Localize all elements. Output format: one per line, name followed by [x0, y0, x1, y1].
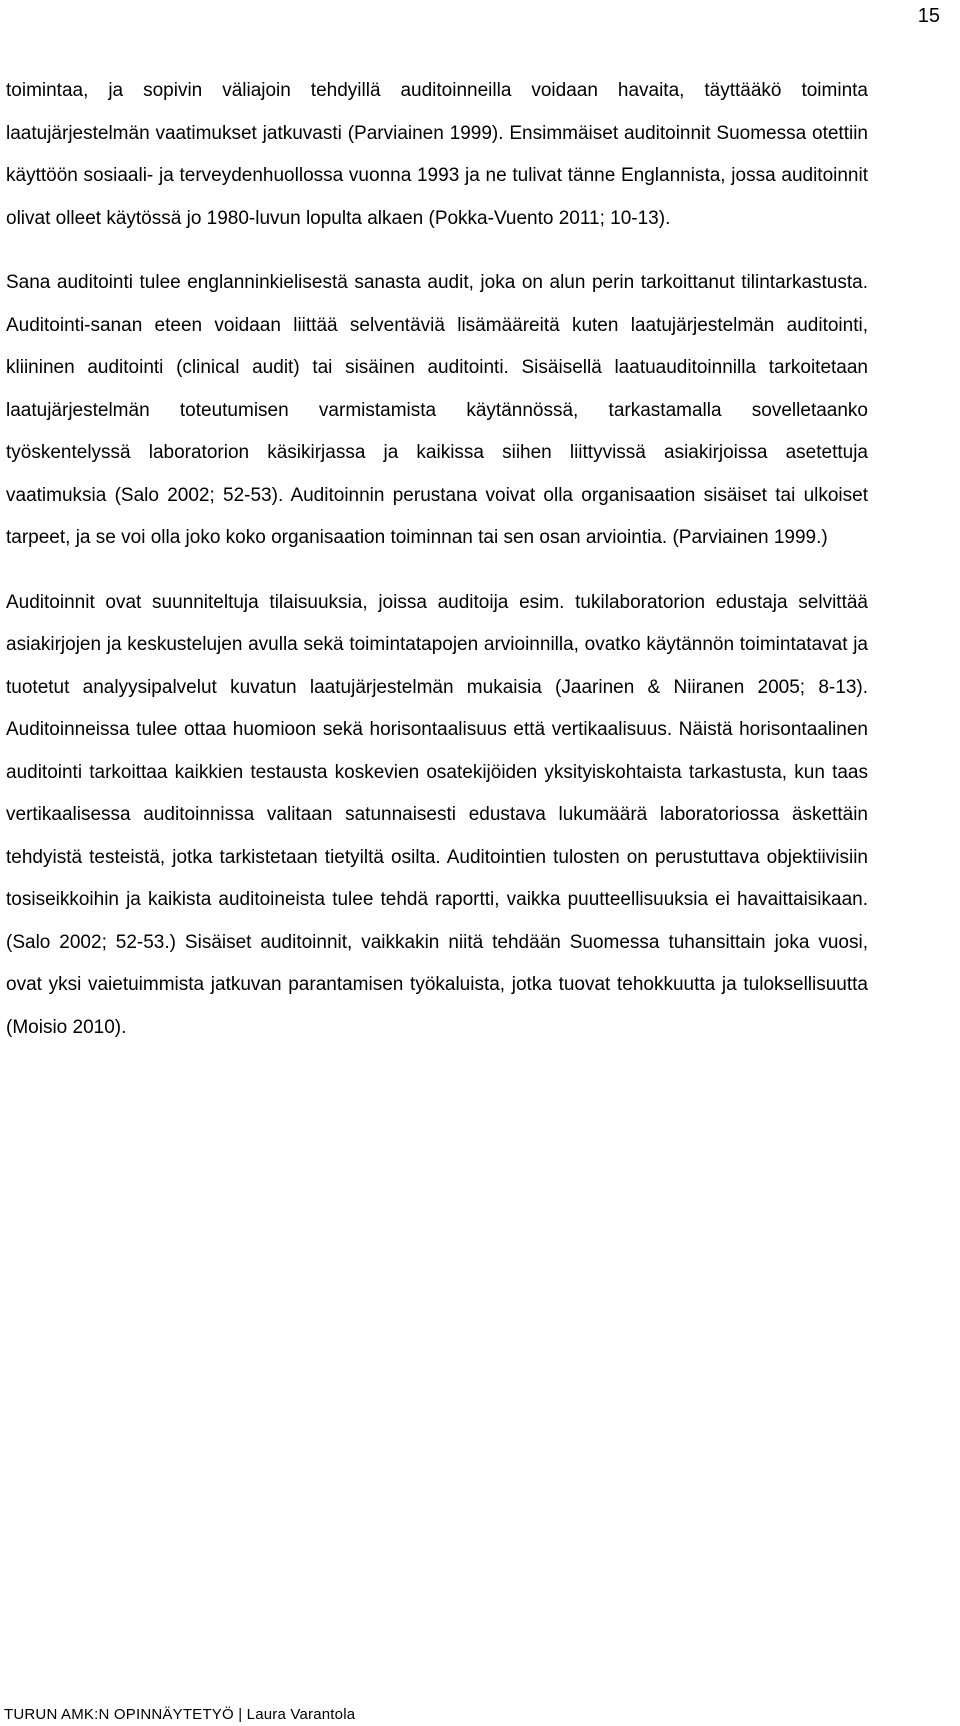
page-footer: TURUN AMK:N OPINNÄYTETYÖ | Laura Varantola	[4, 1706, 356, 1723]
body-text	[6, 70, 868, 1049]
paragraph-3: Auditoinnit ovat suunniteltuja tilaisuuksia, joissa auditoija esim. tukilaboratorion edustaja selvittää asiakirjojen ja keskustelujen avulla sekä toimintatapojen arvioinnilla, ovatko käytännön toimintatavat ja tuotetut analyysipalvelut kuvatun laatujärjestelmän mukaisia (Jaarinen & Niiranen 2005; 8-13). Auditoinneissa tulee ottaa huomioon sekä horisontaalisuus että vertikaalisuus. Näistä horisontaalinen auditointi tarkoittaa kaikkien testausta koskevien osatekijöiden yksityiskohtaista tarkastusta, kun taas vertikaalisessa auditoinnissa valitaan satunnaisesti edustava lukumäärä laboratoriossa äskettäin tehdyistä testeistä, jotka tarkistetaan tietyiltä osilta. Auditointien tulosten on perustuttava objektiivisiin tosiseikkoihin ja kaikista auditoineista tulee tehdä raportti, vaikka puutteellisuuksia ei havaittaisikaan. (Salo 2002; 52-53.) Sisäiset auditoinnit, vaikkakin niitä tehdään Suomessa tuhansittain joka vuosi, ovat yksi vaietuimmista jatkuvan parantamisen työkaluista, jotka tuovat tehokkuutta ja tuloksellisuutta (Moisio 2010).	[6, 591, 868, 1038]
page-number: 15	[917, 5, 940, 27]
paragraph-2: Sana auditointi tulee englanninkielisestä sanasta audit, joka on alun perin tarkoittanut tilintarkastusta. Auditointi-sanan eteen voidaan liittää selventäviä lisämääreitä kuten laatujärjestelmän auditointi, kliininen auditointi (clinical audit) tai sisäinen auditointi. Sisäisellä laatuauditoinnilla tarkoitetaan laatujärjestelmän toteutumisen varmistamista käytännössä, tarkastamalla sovelletaanko työskentelyssä laboratorion käsikirjassa ja kaikissa siihen liittyvissä asiakirjoissa asetettuja vaatimuksia (Salo 2002; 52-53). Auditoinnin perustana voivat olla organisaation sisäiset tai ulkoiset tarpeet, ja se voi olla joko koko organisaation toiminnan tai sen osan arviointia. (Parviainen 1999.)	[6, 272, 868, 548]
paragraph-1: toimintaa, ja sopivin väliajoin tehdyillä auditoinneilla voidaan havaita, täyttääkö toiminta laatujärjestelmän vaatimukset jatkuvasti (Parviainen 1999). Ensimmäiset auditoinnit Suomessa otettiin käyttöön sosiaali- ja terveydenhuollossa vuonna 1993 ja ne tulivat tänne Englannista, jossa auditoinnit olivat olleet käytössä jo 1980-luvun lopulta alkaen (Pokka-Vuento 2011; 10-13).	[6, 80, 868, 229]
